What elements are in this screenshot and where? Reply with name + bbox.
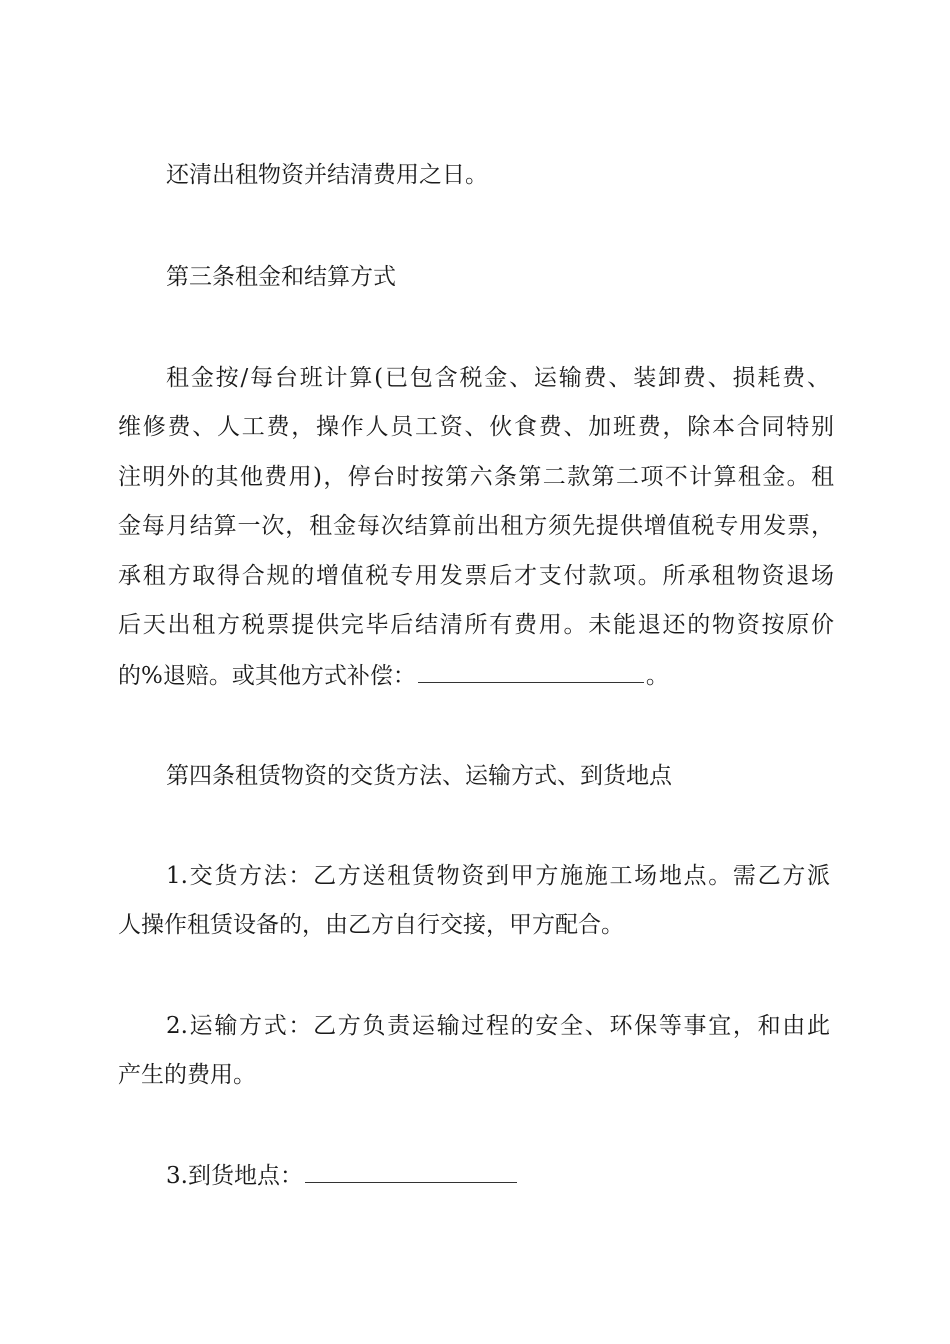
article-3-line-4: 金每月结算一次，租金每次结算前出租方须先提供增值税专用发票， [118,513,834,539]
article-3-line-6: 后天出租方税票提供完毕后结清所有费用。未能退还的物资按原价 [118,612,834,638]
article-3-line-3: 注明外的其他费用)，停台时按第六条第二款第二项不计算租金。租 [118,464,834,490]
paragraph-continuation: 还清出租物资并结清费用之日。 [166,162,488,188]
article-3-line-7-end: 。 [645,663,669,689]
article-4-item-3-text: 3.到货地点： [166,1163,303,1189]
article-3-line-7-text: 的%退赔。或其他方式补偿： [118,663,416,689]
article-4-item-3 [166,1160,519,1191]
article-3-line-7 [118,660,669,691]
article-4-item-2-line-2: 产生的费用。 [118,1062,256,1088]
article-4-item-1-line-1: 1.交货方法：乙方送租赁物资到甲方施施工场地点。需乙方派 [166,863,830,889]
article-4-heading: 第四条租赁物资的交货方法、运输方式、到货地点 [166,763,672,789]
delivery-location-blank [305,1160,517,1183]
compensation-blank [418,660,644,683]
article-4-item-1-line-2: 人操作租赁设备的，由乙方自行交接，甲方配合。 [118,912,624,938]
article-3-line-5: 承租方取得合规的增值税专用发票后才支付款项。所承租物资退场 [118,563,834,589]
article-4-item-2-line-1: 2.运输方式：乙方负责运输过程的安全、环保等事宜，和由此 [166,1013,830,1039]
article-3-line-2: 维修费、人工费，操作人员工资、伙食费、加班费，除本合同特别 [118,414,834,440]
article-3-line-1: 租金按/每台班计算(已包含税金、运输费、装卸费、损耗费、 [166,365,830,391]
article-3-heading: 第三条租金和结算方式 [166,264,396,290]
